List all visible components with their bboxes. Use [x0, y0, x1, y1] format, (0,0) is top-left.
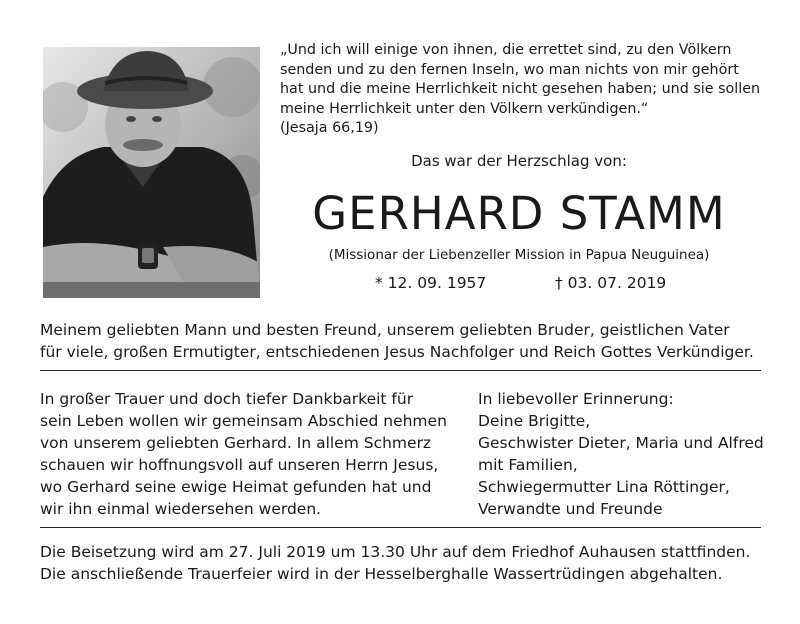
funeral-info — [40, 541, 780, 585]
bible-quote — [280, 41, 780, 139]
funeral-line: Die Beisetzung wird am 27. Juli 2019 um 13.30 Uhr auf dem Friedhof Auhausen stattfinden. — [40, 543, 751, 561]
divider-bottom — [40, 527, 761, 528]
mourning-line: schauen wir hoffnungsvoll auf unseren Herrn Jesus, — [40, 456, 439, 474]
mourning-text — [40, 388, 460, 520]
signatory-line: Deine Brigitte, — [478, 412, 591, 430]
divider-top — [40, 370, 761, 371]
mourning-line: wo Gerhard seine ewige Heimat gefunden hat und — [40, 478, 432, 496]
quote-line: hat und die meine Herrlichkeit nicht gesehen haben; und sie sollen — [280, 81, 761, 97]
portrait-photo — [43, 47, 260, 298]
signatory-line: Geschwister Dieter, Maria und Alfred — [478, 434, 764, 452]
deceased-name: GERHARD STAMM — [312, 187, 726, 240]
intro-text: Das war der Herzschlag von: — [411, 152, 627, 170]
deceased-role: (Missionar der Liebenzeller Mission in Papua Neuguinea) — [328, 247, 710, 263]
signatory-line: In liebevoller Erinnerung: — [478, 390, 674, 408]
mourning-line: wir ihn einmal wiedersehen werden. — [40, 500, 322, 518]
death-date: † 03. 07. 2019 — [555, 274, 667, 292]
funeral-line: Die anschließende Trauerfeier wird in der Hesselberghalle Wassertrüdingen abgehalten. — [40, 565, 723, 583]
mourning-line: sein Leben wollen wir gemeinsam Abschied nehmen — [40, 412, 447, 430]
signatory-line: Schwiegermutter Lina Röttinger, — [478, 478, 730, 496]
quote-line: „Und ich will einige von ihnen, die errettet sind, zu den Völkern — [280, 42, 732, 58]
dedication-line: für viele, großen Ermutigter, entschiedenen Jesus Nachfolger und Reich Gottes Verkündiger. — [40, 343, 754, 361]
quote-line: meine Herrlichkeit unter den Völkern verkündigen.“ — [280, 100, 649, 117]
signatories — [478, 388, 778, 520]
mourning-line: von unserem geliebten Gerhard. In allem Schmerz — [40, 434, 432, 452]
quote-source: (Jesaja 66,19) — [280, 120, 379, 136]
dedication — [40, 319, 770, 363]
quote-line: senden und zu den fernen Inseln, wo man nichts von mir gehört — [280, 61, 739, 78]
mourning-line: In großer Trauer und doch tiefer Dankbarkeit für — [40, 390, 414, 408]
birth-date: * 12. 09. 1957 — [375, 274, 487, 292]
signatory-line: Verwandte und Freunde — [478, 500, 663, 518]
dedication-line: Meinem geliebten Mann und besten Freund, unserem geliebten Bruder, geistlichen Vater — [40, 321, 730, 339]
signatory-line: mit Familien, — [478, 456, 578, 474]
